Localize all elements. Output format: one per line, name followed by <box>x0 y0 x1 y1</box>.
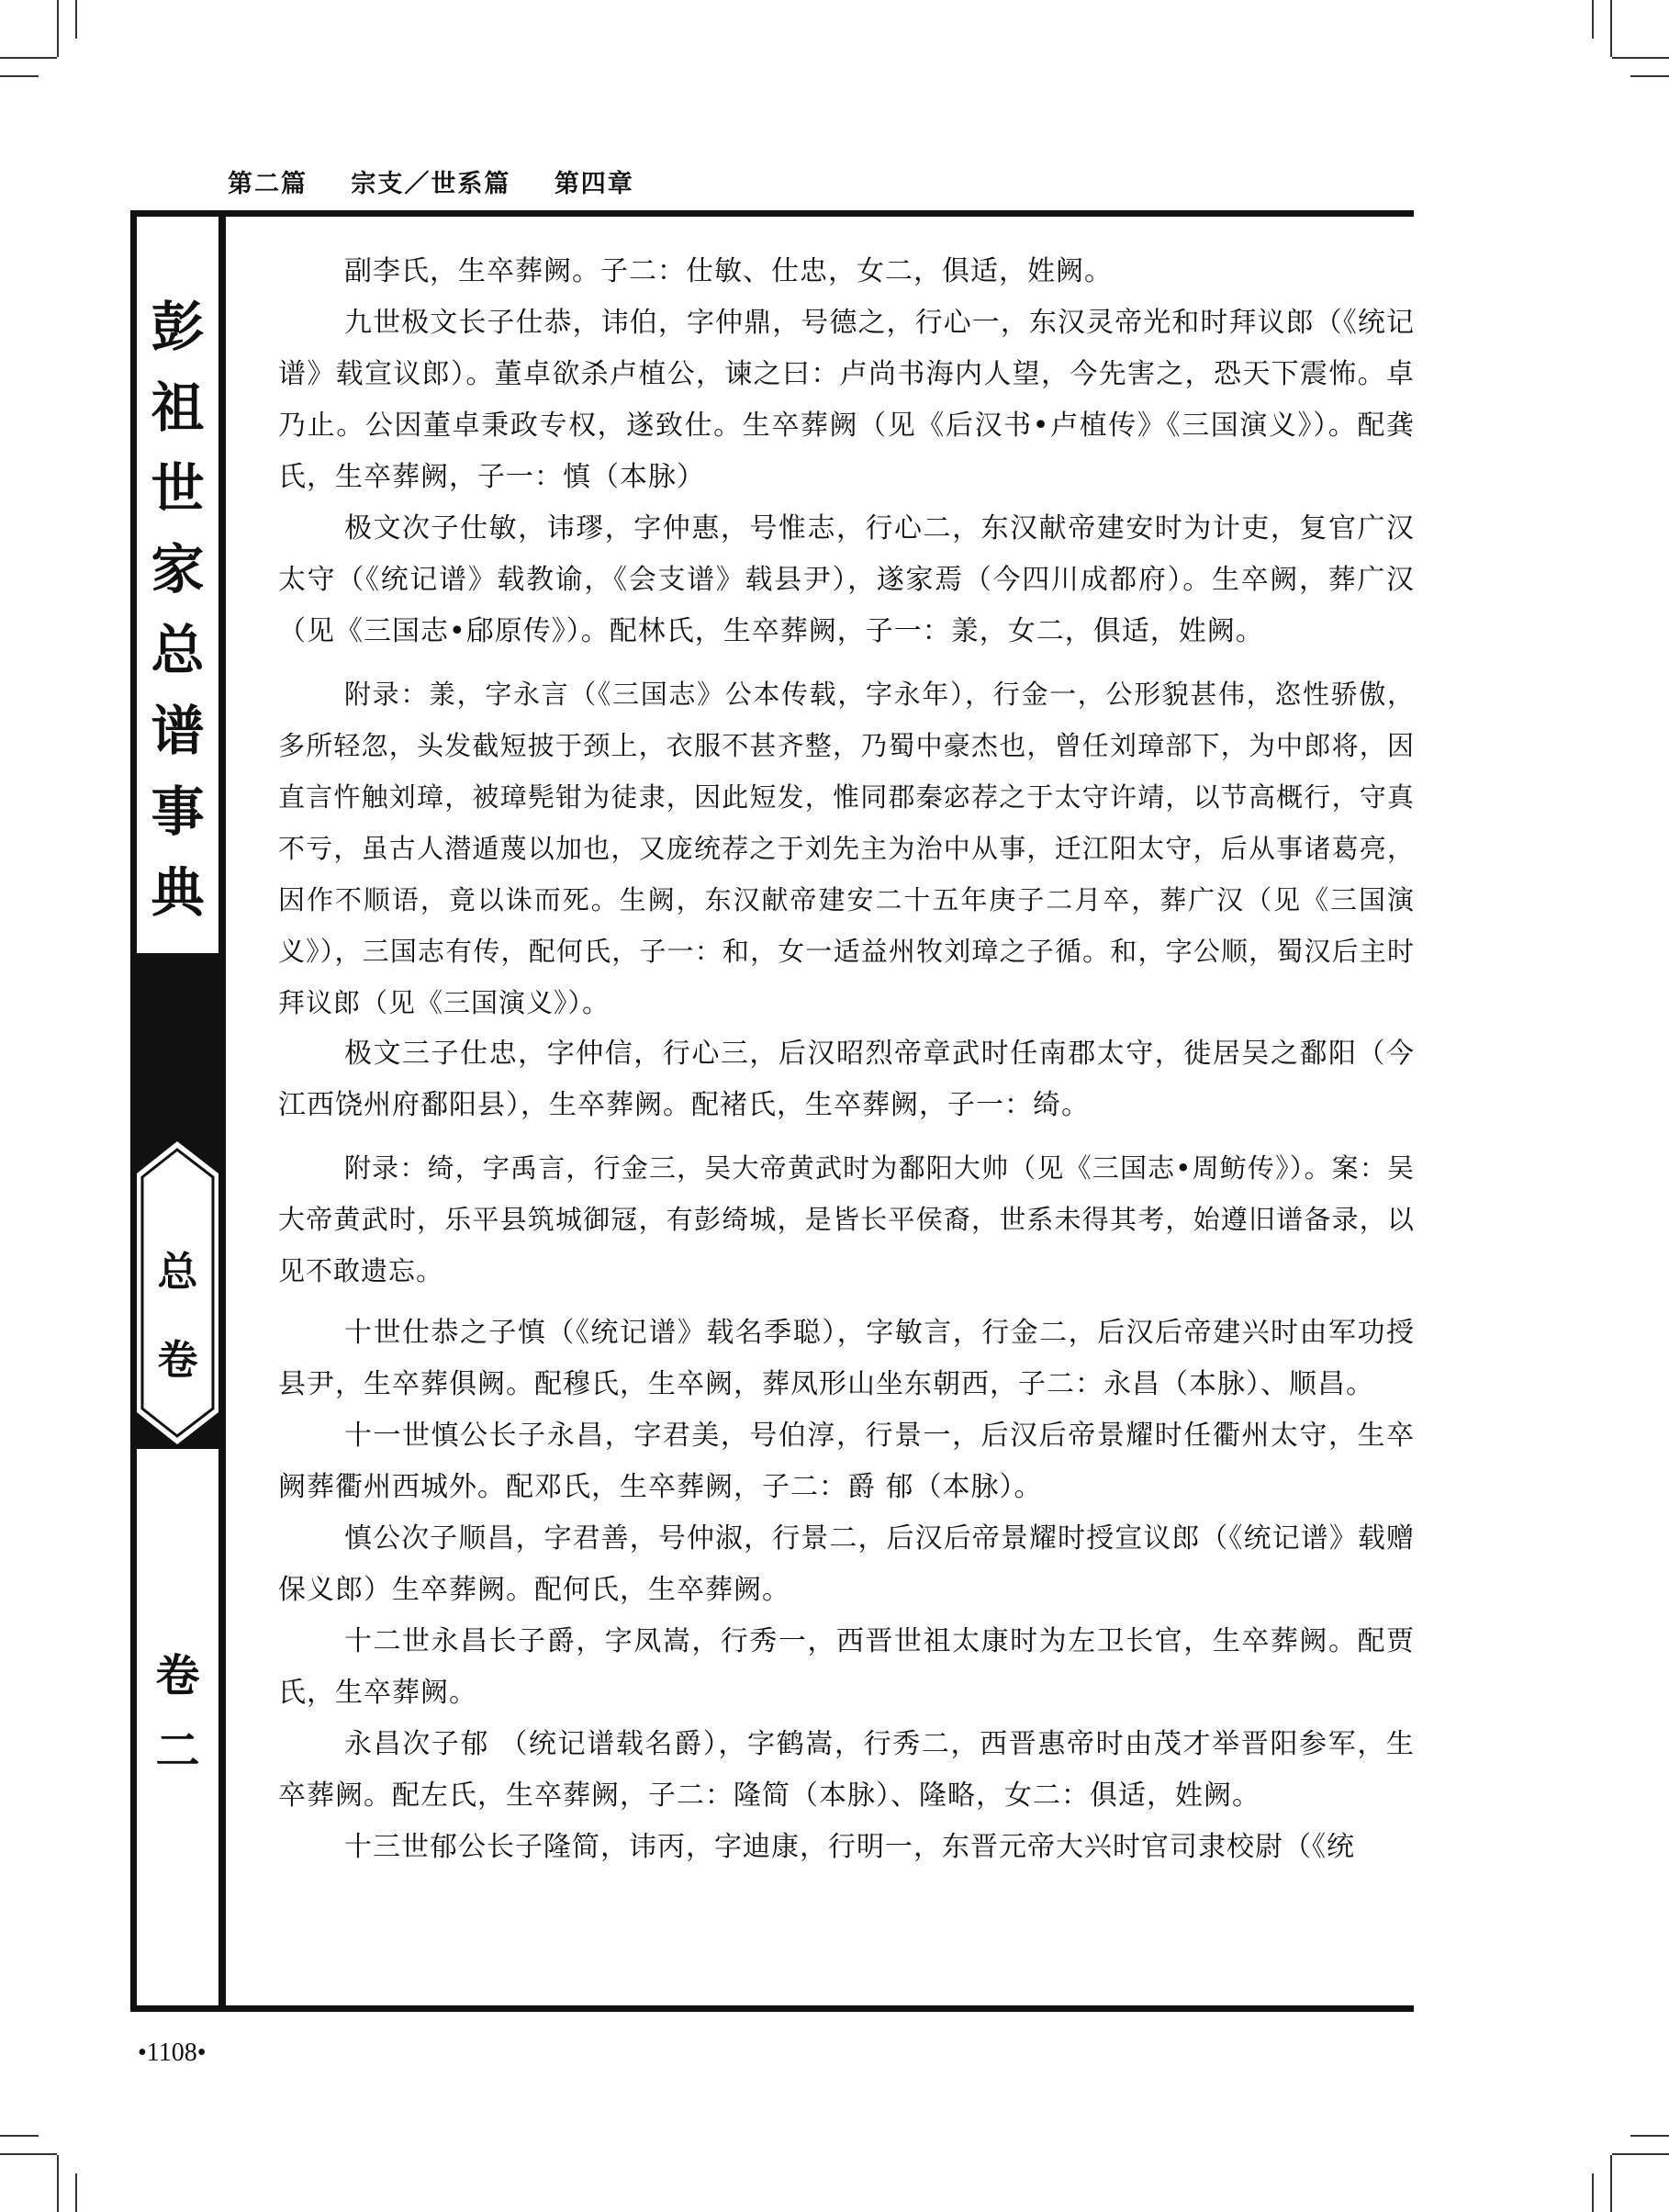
crop-mark <box>1612 57 1669 59</box>
paragraph: 慎公次子顺昌，字君善，号仲淑，行景二，后汉后帝景耀时授宣议郎（《统记谱》载赠保义郎）生卒葬阙。配何氏，生卒葬阙。 <box>278 1522 1415 1606</box>
crop-mark <box>1610 0 1612 57</box>
paragraph: 极文次子仕敏，讳璆，字仲惠，号惟志，行心二，东汉献帝建安时为计吏，复官广汉太守（《统记谱》载教谕，《会支谱》载县尹），遂家焉（今四川成都府）。生卒阙，葬广汉（见《三国志•郈原传》）。配林氏，生卒葬阙，子一：羕，女二，俱适，姓阙。 <box>278 512 1415 647</box>
paragraph: 十二世永昌长子爵，字凤嵩，行秀一，西晋世祖太康时为左卫长官，生卒葬阙。配贾氏，生卒葬阙。 <box>278 1625 1415 1709</box>
book-title-char: 谱 <box>151 700 205 762</box>
header-section: 宗支／世系篇 <box>351 170 511 198</box>
crop-mark <box>75 2173 77 2212</box>
badge-char: 卷 <box>157 1337 198 1384</box>
general-volume-badge <box>137 953 218 1449</box>
book-title-char: 世 <box>151 457 205 520</box>
book-title-char: 典 <box>151 861 205 924</box>
badge-char: 总 <box>157 1249 198 1296</box>
appendix-paragraph: 附录：羕，字永言（《三国志》公本传载，字永年），行金一，公形貌甚伟，恣性骄傲，多所轻忽，头发截短披于颈上，衣服不甚齐整，乃蜀中豪杰也，曾任刘璋部下，为中郎将，因直言忤触刘璋，被璋髡钳为徒隶，因此短发，惟同郡秦宓荐之于太守许靖，以节高概行，守真不亏，虽古人潜遁蔑以加也，又庞统荐之于刘先主为治中从事，迁江阳太守，后从事诸葛亮，因作不顺语，竟以诛而死。生阙，东汉献帝建安二十五年庚子二月卒，葬广汉（见《三国演义》），三国志有传，配何氏，子一：和，女一适益州牧刘璋之子循。和，字公顺，蜀汉后主时拜议郎（见《三国演义》）。 <box>278 679 1415 1018</box>
crop-mark <box>1592 0 1594 39</box>
paragraph: 十世仕恭之子慎（《统记谱》载名季聪），字敏言，行金二，后汉后帝建兴时由军功授县尹，生卒葬俱阙。配穆氏，生卒阙，葬凤形山坐东朝西，子二：永昌（本脉）、顺昌。 <box>278 1317 1415 1400</box>
volume-label <box>137 1638 218 1789</box>
book-title-char: 总 <box>151 619 205 681</box>
bottom-rule <box>130 2005 1414 2012</box>
header-chapter: 第四章 <box>554 170 634 198</box>
volume-char: 卷 <box>155 1650 200 1701</box>
paragraph: 副李氏，生卒葬阙。子二：仕敏、仕忠，女二，俱适，姓阙。 <box>344 255 1113 287</box>
appendix-paragraph: 附录：绮，字禹言，行金三，吴大帝黄武时为鄱阳大帅（见《三国志•周鲂传》）。案：吴大帝黄武时，乐平县筑城御冦，有彭绮城，是皆长平侯裔，世系未得其考，始遵旧谱备录，以见不敢遗忘。 <box>278 1152 1415 1286</box>
crop-mark <box>1610 2155 1612 2212</box>
crop-mark <box>0 57 57 59</box>
paragraph: 十三世郁公长子隆简，讳丙，字迪康，行明一，东晋元帝大兴时官司隶校尉（《统 <box>344 1831 1355 1863</box>
crop-mark <box>1592 2173 1594 2212</box>
book-title-char: 事 <box>151 780 205 843</box>
header-part: 第二篇 <box>228 170 308 198</box>
book-title-char: 家 <box>151 538 205 601</box>
crop-mark <box>0 2135 39 2137</box>
crop-mark <box>57 0 59 57</box>
crop-mark <box>0 2153 57 2155</box>
crop-mark <box>0 75 39 77</box>
book-title <box>137 286 218 933</box>
paragraph: 九世极文长子仕恭，讳伯，字仲鼎，号德之，行心一，东汉灵帝光和时拜议郎（《统记谱》载宣议郎）。董卓欲杀卢植公，谏之曰：卢尚书海内人望，今先害之，恐天下震怖。卓乃止。公因董卓秉政专权，遂致仕。生卒葬阙（见《后汉书•卢植传》《三国演义》）。配龚氏，生卒葬阙，子一：慎（本脉） <box>278 307 1415 493</box>
crop-mark <box>1612 2153 1669 2155</box>
side-bar <box>130 213 226 2008</box>
paragraph: 永昌次子郁 （统记谱载名爵），字鹤嵩，行秀二，西晋惠帝时由茂才举晋阳参军，生卒葬阙。配左氏，生卒葬阙，子二：隆简（本脉）、隆略，女二：俱适，姓阙。 <box>278 1728 1415 1812</box>
volume-char: 二 <box>155 1725 200 1777</box>
side-bar-right-rule <box>218 213 226 2008</box>
paragraph: 极文三子仕忠，字仲信，行心三，后汉昭烈帝章武时任南郡太守，徙居吴之鄱阳（今江西饶州府鄱阳县），生卒葬阙。配褚氏，生卒葬阙，子一：绮。 <box>278 1038 1415 1121</box>
book-title-char: 祖 <box>151 376 205 439</box>
top-rule <box>130 210 1414 217</box>
running-header <box>228 163 667 199</box>
badge-text <box>137 1229 218 1405</box>
book-title-char: 彭 <box>151 296 205 358</box>
page-number: •1108• <box>138 2038 207 2067</box>
crop-mark <box>57 2155 59 2212</box>
side-bar-left-rule <box>130 213 137 2008</box>
crop-mark <box>1630 2135 1669 2137</box>
paragraph: 十一世慎公长子永昌，字君美，号伯淳，行景一，后汉后帝景耀时任衢州太守，生卒阙葬衢州西城外。配邓氏，生卒葬阙，子二：爵 郁（本脉）。 <box>278 1420 1415 1503</box>
crop-mark <box>75 0 77 39</box>
body-text <box>278 246 1415 1873</box>
crop-mark <box>1630 75 1669 77</box>
